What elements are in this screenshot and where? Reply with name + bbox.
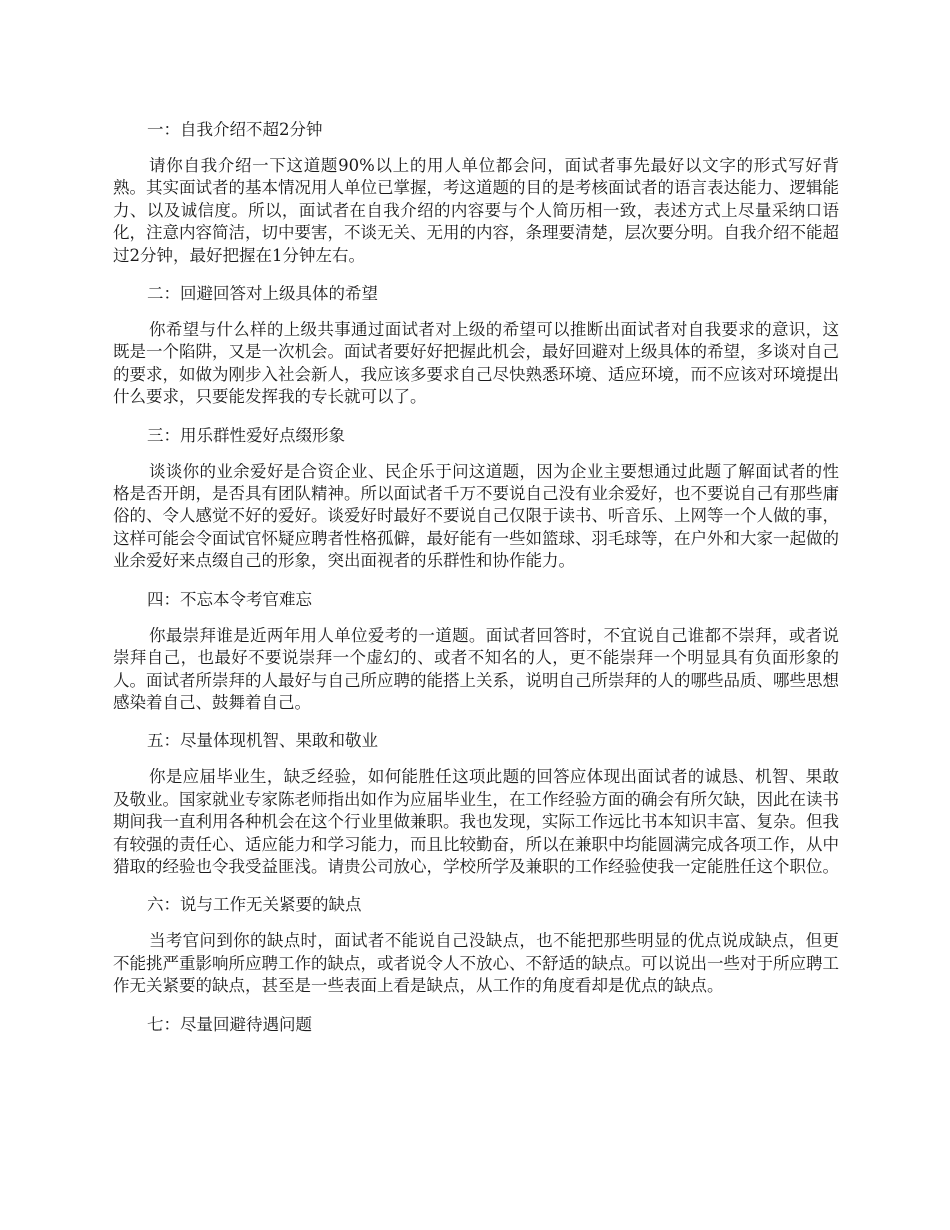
section-body: 谈谈你的业余爱好是合资企业、民企乐于问这道题，因为企业主要想通过此题了解面试者的性格是否开朗，是否具有团队精神。所以面试者千万不要说自己没有业余爱好，也不要说自己有那些庸俗的、令人感觉不好的爱好。谈爱好时最好不要说自己仅限于读书、听音乐、上网等一个人做的事，这样可能会令面试官怀疑应聘者性格孤僻，最好能有一些如篮球、羽毛球等，在户外和大家一起做的业余爱好来点缀自己的形象，突出面视者的乐群性和协作能力。 [113, 461, 839, 571]
section-heading: 六：说与工作无关紧要的缺点 [147, 895, 362, 915]
section-4 [113, 589, 839, 715]
section-heading: 四：不忘本令考官难忘 [147, 589, 312, 609]
section-7 [113, 1014, 839, 1036]
section-6 [113, 894, 839, 997]
section-3 [113, 425, 839, 573]
document-page [113, 119, 839, 1036]
section-2 [113, 283, 839, 409]
section-1 [113, 119, 839, 267]
section-body: 你最崇拜谁是近两年用人单位爱考的一道题。面试者回答时，不宜说自己谁都不崇拜，或者说崇拜自己，也最好不要说崇拜一个虚幻的、或者不知名的人，更不能崇拜一个明显具有负面形象的人。面试者所崇拜的人最好与自己所应聘的能搭上关系，说明自己所崇拜的人的哪些品质、哪些思想感染着自己、鼓舞着自己。 [113, 625, 839, 712]
section-body: 请你自我介绍一下这道题90%以上的用人单位都会问，面试者事先最好以文字的形式写好背熟。其实面试者的基本情况用人单位已掌握，考这道题的目的是考核面试者的语言表达能力、逻辑能力、以及诚信度。所以，面试者在自我介绍的内容要与个人简历相一致，表述方式上尽量采纳口语化，注意内容简洁，切中要害，不谈无关、无用的内容，条理要清楚，层次要分明。自我介绍不能超过2分钟，最好把握在1分钟左右。 [113, 156, 839, 265]
section-body: 当考官问到你的缺点时，面试者不能说自己没缺点，也不能把那些明显的优点说成缺点，但更不能挑严重影响所应聘工作的缺点，或者说令人不放心、不舒适的缺点。可以说出一些对于所应聘工作无关紧要的缺点，甚至是一些表面上看是缺点，从工作的角度看却是优点的缺点。 [113, 931, 839, 996]
section-body: 你是应届毕业生，缺乏经验，如何能胜任这项此题的回答应体现出面试者的诚恳、机智、果敢及敬业。国家就业专家陈老师指出如作为应届毕业生，在工作经验方面的确会有所欠缺，因此在读书期间我一直利用各种机会在这个行业里做兼职。我也发现，实际工作远比书本知识丰富、复杂。但我有较强的责任心、适应能力和学习能力，而且比较勤奋，所以在兼职中均能圆满完成各项工作，从中猎取的经验也令我受益匪浅。请贵公司放心，学校所学及兼职的工作经验使我一定能胜任这个职位。 [113, 767, 839, 876]
section-heading: 三：用乐群性爱好点缀形象 [147, 425, 345, 445]
section-heading: 二：回避回答对上级具体的希望 [147, 284, 378, 304]
section-heading: 七：尽量回避待遇问题 [147, 1014, 312, 1034]
section-5 [113, 730, 839, 878]
section-heading: 五：尽量体现机智、果敢和敬业 [147, 731, 378, 751]
section-body: 你希望与什么样的上级共事通过面试者对上级的希望可以推断出面试者对自我要求的意识，这既是一个陷阱，又是一次机会。面试者要好好把握此机会，最好回避对上级具体的希望，多谈对自己的要求，如做为刚步入社会新人，我应该多要求自己尽快熟悉环境、适应环境，而不应该对环境提出什么要求，只要能发挥我的专长就可以了。 [113, 320, 839, 407]
section-heading: 一：自我介绍不超2分钟 [147, 120, 323, 139]
